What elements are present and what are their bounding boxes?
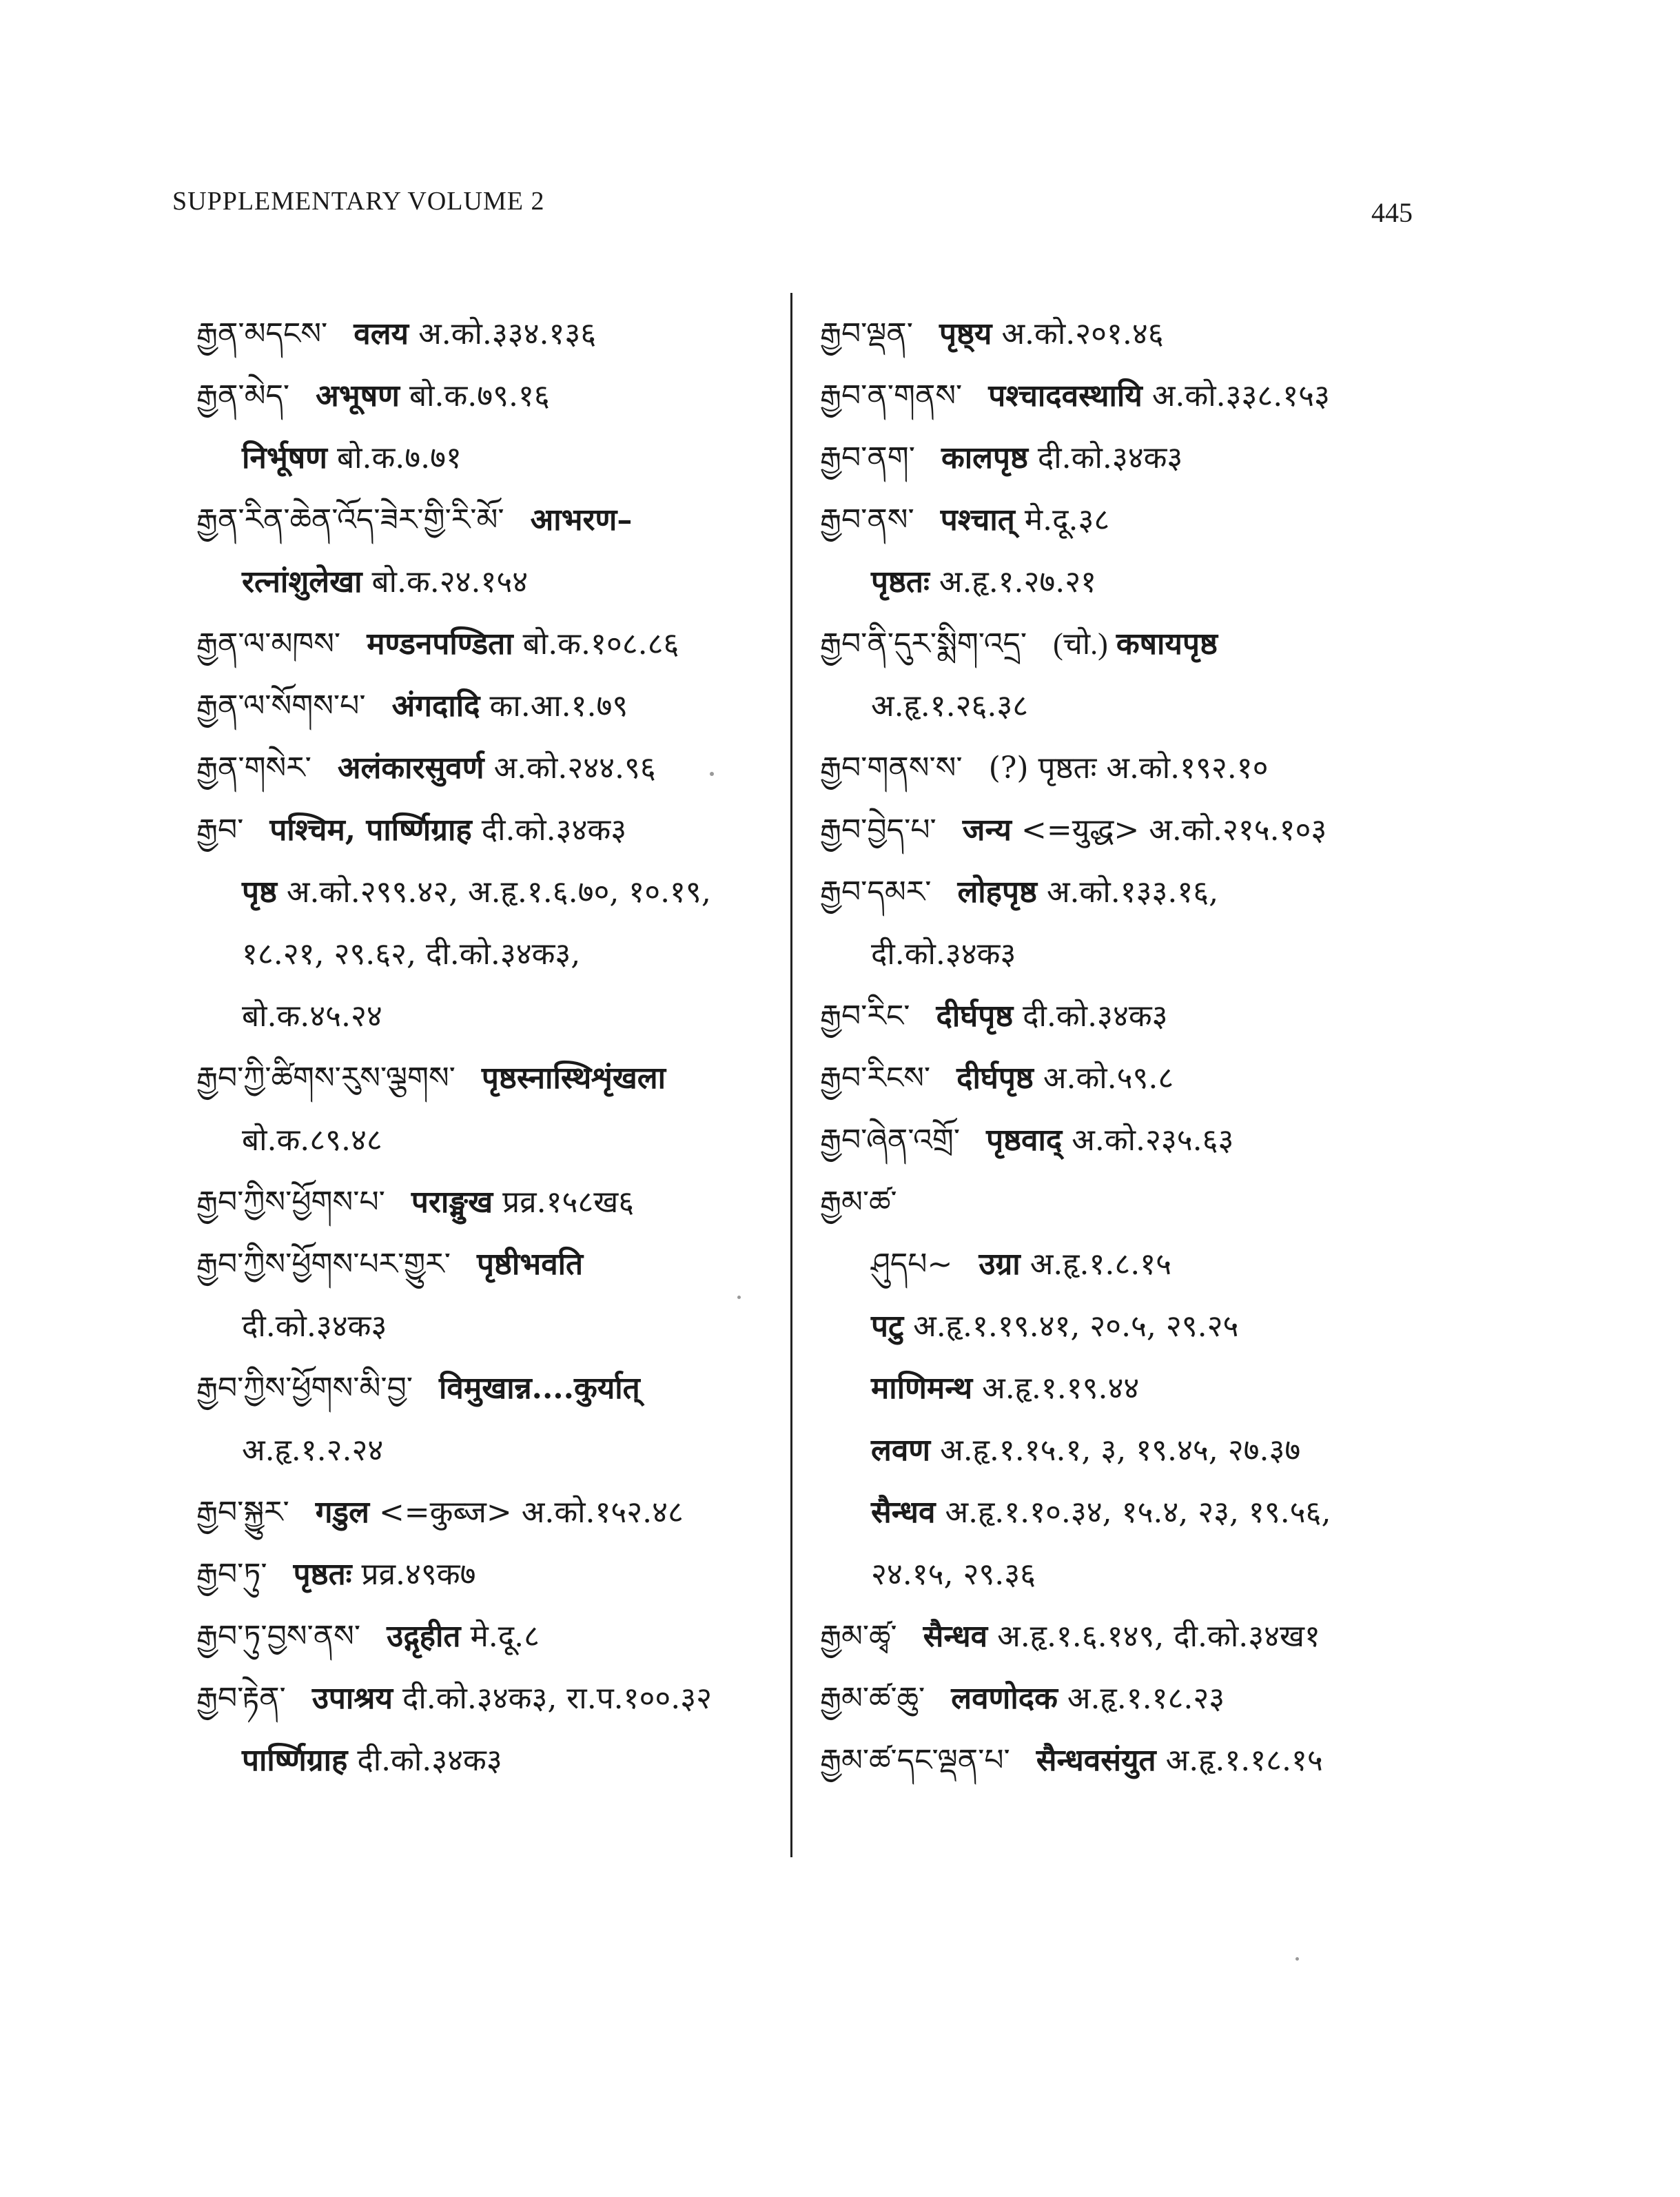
source-reference: बो.क.२४.१५४ [371, 564, 529, 600]
source-reference: अ.को.३३४.१३६ [418, 316, 597, 351]
tibetan-headword: རྒྱན་གསེར་ [196, 750, 311, 786]
source-reference: बो.क.७.७१ [337, 440, 462, 476]
source-reference: अ.हृ.१.१५.१, ३, १९.४५, २७.३७ [940, 1433, 1301, 1468]
entry-headword-line [196, 1606, 768, 1668]
source-reference: अ.हृ.१.१८.२३ [1067, 1681, 1225, 1716]
entry-continuation-line [196, 1730, 768, 1792]
entry-headword-line [820, 489, 1426, 551]
entry-headword-line [196, 489, 768, 551]
sanskrit-equivalent: पश्चात् [940, 502, 1015, 538]
sanskrit-equivalent: कषायपृष्ठ [1116, 626, 1218, 662]
entry-headword-line [196, 1668, 768, 1730]
tibetan-headword: རྒྱབ་ལྡན་ [820, 316, 913, 351]
source-reference: अ.को.२०१.४६ [1001, 316, 1164, 351]
source-reference: २४.१५, २९.३६ [871, 1557, 1036, 1592]
sanskrit-equivalent: उपाश्रय [311, 1681, 393, 1716]
sanskrit-equivalent: पृष्ठ [242, 875, 277, 910]
sanskrit-equivalent: मण्डनपण्डिता [367, 626, 513, 662]
tibetan-headword: ཤུདཔ~ [871, 1247, 953, 1282]
entry-headword-line [196, 799, 768, 861]
entry-continuation-line [820, 1296, 1426, 1358]
tibetan-headword: རྒྱན་ལ་སོགས་པ་ [196, 688, 366, 724]
entry-headword-line [820, 737, 1426, 799]
tibetan-headword: རྒྱབ་ཀྱིས་ཕྱོགས་མི་བྱ་ [196, 1371, 413, 1406]
entry-headword-line [820, 1606, 1426, 1668]
sanskrit-equivalent: लोहपृष्ठ [957, 875, 1037, 910]
tibetan-headword: རྒྱན་མེད་ [196, 378, 290, 413]
entry-headword-line [820, 985, 1426, 1048]
source-reference: अ.हृ.१.१०.३४, १५.४, २३, १९.५६, [945, 1495, 1331, 1530]
sanskrit-equivalent: पृष्ठतः [293, 1557, 352, 1592]
tibetan-headword: རྒྱབ་ནས་ [820, 502, 914, 538]
source-reference: अ.हृ.१.१९.४१, २०.५, २९.२५ [913, 1309, 1239, 1344]
sanskrit-equivalent: माणिमन्थ [871, 1371, 973, 1406]
sanskrit-equivalent: पृष्ठवाद् [986, 1123, 1063, 1158]
source-reference: अ.हृ.१.२.२४ [242, 1433, 384, 1468]
entry-headword-line [196, 365, 768, 427]
tibetan-headword: རྒྱབ་ན་གནས་ [820, 378, 963, 413]
entry-headword-line [820, 303, 1426, 365]
sanskrit-equivalent: पश्चिम, पार्ष्णिग्राह [269, 813, 472, 848]
entry-continuation-line [820, 1482, 1426, 1544]
entry-continuation-line [820, 923, 1426, 985]
tibetan-headword: རྒྱབ་རིང་ [820, 999, 910, 1034]
tibetan-headword: རྒྱབ་དམར་ [820, 875, 932, 910]
sanskrit-equivalent: वलय [354, 316, 409, 351]
entry-continuation-line [196, 923, 768, 985]
entry-headword-line [820, 1172, 1426, 1234]
sanskrit-equivalent: अभूषण [316, 378, 400, 413]
source-reference: बो.क.८९.४८ [242, 1123, 382, 1158]
source-reference: <=कुब्ज> अ.को.१५२.४८ [378, 1495, 684, 1530]
tibetan-headword: རྒྱམ་ཚ་ཆུ་ [820, 1681, 925, 1716]
source-reference: अ.हृ.१.२७.२१ [939, 564, 1097, 600]
source-reference: अ.हृ.१.१९.४४ [982, 1371, 1140, 1406]
entry-headword-line [196, 1172, 768, 1234]
source-reference: अ.हृ.१.१८.१५ [1165, 1743, 1323, 1778]
source-reference: अ.को.५९.८ [1043, 1061, 1174, 1096]
source-reference: बो.क.१०८.८६ [522, 626, 679, 662]
sanskrit-equivalent: पृष्ठ्य [939, 316, 992, 351]
entry-headword-line [196, 303, 768, 365]
tibetan-headword: རྒྱབ་ཀྱིས་ཕྱོགས་པར་གྱུར་ [196, 1247, 451, 1282]
source-reference: दी.को.३४क३ [242, 1309, 387, 1344]
sanskrit-equivalent: पृष्ठीभवति [476, 1247, 584, 1282]
sanskrit-equivalent: आभरण– [530, 502, 633, 538]
column-divider [790, 293, 792, 1857]
entry-continuation-line [196, 551, 768, 613]
sanskrit-equivalent: निर्भूषण [242, 440, 327, 476]
entry-headword-line [820, 365, 1426, 427]
entry-continuation-line [196, 985, 768, 1048]
tibetan-headword: རྒྱན་རིན་ཆེན་འོད་ཟེར་གྱི་རི་མོ་ [196, 502, 504, 538]
sanskrit-equivalent: उग्रा [979, 1247, 1021, 1282]
source-reference: अ.हृ.१.२६.३८ [871, 688, 1029, 724]
sanskrit-equivalent: सैन्धव [923, 1619, 988, 1654]
entry-continuation-line [820, 1234, 1426, 1296]
entry-headword-line [820, 861, 1426, 923]
tibetan-headword: རྒྱབ་རྟེན་ [196, 1681, 286, 1716]
entry-headword-line [196, 1544, 768, 1606]
entry-headword-line [820, 1048, 1426, 1110]
sanskrit-equivalent: पार्ष्णिग्राह [242, 1743, 348, 1778]
entry-continuation-line [196, 1110, 768, 1172]
entry-headword-line [196, 613, 768, 675]
entry-headword-line [820, 1110, 1426, 1172]
tibetan-headword: རྒྱན་མདངས་ [196, 316, 328, 351]
source-reference: अ.हृ.१.६.१४९, दी.को.३४ख१ [997, 1619, 1320, 1654]
tibetan-headword: རྒྱབ་ཏུ་ [196, 1557, 267, 1592]
source-reference: अ.को.३३८.१५३ [1151, 378, 1330, 413]
tibetan-headword: རྒྱབ་གནས་ས་ [820, 750, 963, 786]
source-reference: <=युद्ध> अ.को.२१५.१०३ [1021, 813, 1327, 848]
tibetan-headword: རྒྱབ་ [196, 813, 244, 848]
entry-continuation-line [196, 1420, 768, 1482]
source-reference: अ.को.१३३.१६, [1046, 875, 1219, 910]
source-reference: बो.क.४५.२४ [242, 999, 382, 1034]
entry-headword-line [196, 1048, 768, 1110]
sanskrit-equivalent: पृष्ठस्नास्थिशृंखला [481, 1061, 666, 1096]
print-speck [1295, 1957, 1299, 1961]
sanskrit-equivalent: जन्य [962, 813, 1012, 848]
entry-continuation-line [820, 1544, 1426, 1606]
entry-headword-line [196, 1358, 768, 1420]
entry-headword-line [820, 799, 1426, 861]
source-reference: दी.को.३४क३ [357, 1743, 502, 1778]
sanskrit-equivalent: पटु [871, 1309, 904, 1344]
running-head: SUPPLEMENTARY VOLUME 2 [172, 187, 545, 216]
right-column [820, 303, 1426, 1792]
sanskrit-equivalent: अंगदादि [391, 688, 480, 724]
tibetan-headword: རྒྱམ་ཚྭ་ [820, 1619, 897, 1654]
source-reference: मे.दू.८ [470, 1619, 540, 1654]
sanskrit-equivalent: गडुल [315, 1495, 369, 1530]
source-reference: बो.क.७९.१६ [409, 378, 550, 413]
page-number: 445 [1371, 197, 1413, 228]
entry-headword-line [196, 675, 768, 737]
entry-continuation-line [196, 427, 768, 489]
sanskrit-equivalent: दीर्घपृष्ठ [936, 999, 1014, 1034]
entry-continuation-line [196, 1296, 768, 1358]
entry-continuation-line [820, 1420, 1426, 1482]
sanskrit-equivalent: लवणोदक [951, 1681, 1058, 1716]
tibetan-headword: རྒྱབ་ཀྱི་ཚིགས་རུས་ལྕགས་ [196, 1061, 455, 1096]
sanskrit-equivalent: सैन्धवसंयुत [1036, 1743, 1156, 1778]
left-column [196, 303, 768, 1792]
source-reference: दी.को.३४क३ [481, 813, 627, 848]
source-reference: १८.२१, २९.६२, दी.को.३४क३, [242, 937, 581, 972]
entry-headword-line [820, 1668, 1426, 1730]
entry-headword-line [196, 1482, 768, 1544]
sanskrit-equivalent: पश्चादवस्थायि [988, 378, 1143, 413]
tibetan-headword: རྒྱབ་བྱེད་པ་ [820, 813, 936, 848]
entry-note: (चो.) [1053, 627, 1108, 661]
sanskrit-equivalent: कालपृष्ठ [941, 440, 1028, 476]
tibetan-headword: རྒྱབ་ནི་དུར་སྨིག་འདྲ་ [820, 626, 1027, 662]
entry-continuation-line [820, 551, 1426, 613]
sanskrit-equivalent: रत्नांशुलेखा [242, 564, 362, 600]
source-reference: प्रव्र.४९क७ [361, 1557, 476, 1592]
tibetan-headword: རྒྱབ་ནག་ [820, 440, 915, 476]
source-reference: दी.को.३४क३ [1023, 999, 1168, 1034]
sanskrit-equivalent: सैन्धव [871, 1495, 936, 1530]
sanskrit-equivalent: पराङ्मुख [411, 1185, 493, 1220]
sanskrit-equivalent: पृष्ठतः [871, 564, 930, 600]
sanskrit-equivalent: लवण [871, 1433, 931, 1468]
sanskrit-equivalent: दीर्घपृष्ठ [956, 1061, 1034, 1096]
entry-headword-line [820, 427, 1426, 489]
source-reference: दी.को.३४क३, रा.प.१००.३२ [402, 1681, 713, 1716]
source-reference: दी.को.३४क३ [871, 937, 1016, 972]
print-speck [710, 772, 714, 776]
source-reference: मे.दू.३८ [1024, 502, 1110, 538]
tibetan-headword: རྒྱབ་སྐྱུར་ [196, 1495, 289, 1530]
entry-continuation-line [196, 861, 768, 923]
tibetan-headword: རྒྱབ་ཀྱིས་ཕྱོགས་པ་ [196, 1185, 385, 1220]
print-speck [737, 1296, 741, 1299]
source-reference: दी.को.३४क३ [1037, 440, 1183, 476]
entry-headword-line [820, 1730, 1426, 1792]
sanskrit-equivalent: उद्गृहीत [387, 1619, 461, 1654]
tibetan-headword: རྒྱམ་ཚ་ [820, 1185, 897, 1220]
entry-continuation-line [820, 1358, 1426, 1420]
source-reference: अ.को.२४४.९६ [493, 750, 656, 786]
sanskrit-equivalent: विमुखान्न....कुर्यात् [439, 1371, 640, 1406]
sanskrit-equivalent: अलंकारसुवर्ण [337, 750, 484, 786]
entry-headword-line [820, 613, 1426, 675]
tibetan-headword: རྒྱབ་རིངས་ [820, 1061, 931, 1096]
tibetan-headword: རྒྱབ་ཏུ་བྱས་ནས་ [196, 1619, 361, 1654]
entry-headword-line [196, 1234, 768, 1296]
source-reference: अ.को.२९९.४२, अ.हृ.१.६.७०, १०.१९, [286, 875, 711, 910]
entry-continuation-line [820, 675, 1426, 737]
source-reference: (?) पृष्ठतः अ.को.१९२.१० [988, 750, 1269, 786]
entry-headword-line [196, 737, 768, 799]
source-reference: अ.को.२३५.६३ [1072, 1123, 1234, 1158]
source-reference: प्रव्र.१५८ख६ [502, 1185, 635, 1220]
tibetan-headword: རྒྱན་ལ་མཁས་ [196, 626, 341, 662]
source-reference: का.आ.१.७९ [489, 688, 628, 724]
source-reference: अ.हृ.१.८.१५ [1029, 1247, 1171, 1282]
tibetan-headword: རྒྱམ་ཚ་དང་ལྡན་པ་ [820, 1743, 1010, 1778]
tibetan-headword: རྒྱབ་ཞེན་འགྲོ་ [820, 1123, 961, 1158]
